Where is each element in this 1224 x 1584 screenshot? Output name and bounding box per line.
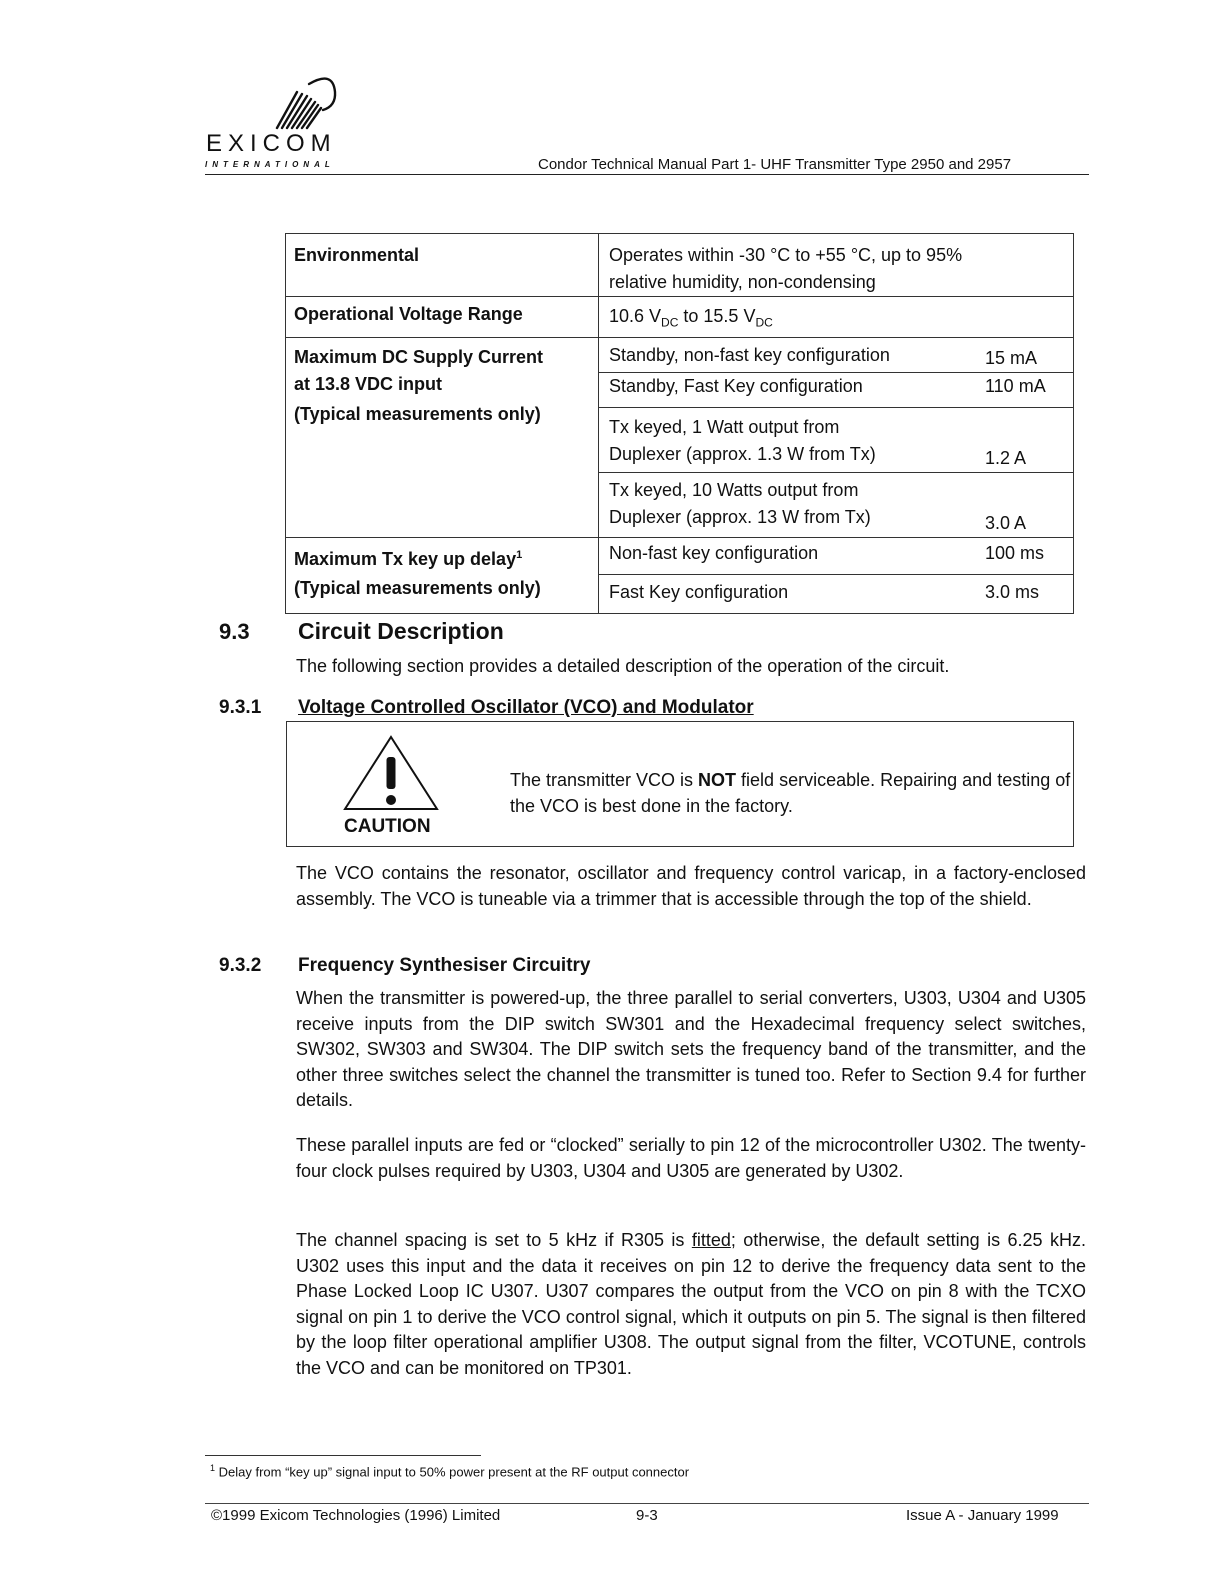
tx-delay-label-line: (Typical measurements only) <box>294 577 541 598</box>
row-description: Non-fast key configuration <box>609 542 819 563</box>
dc-current-label-line: Maximum DC Supply Current <box>294 346 544 367</box>
dc-current-label <box>286 337 599 537</box>
voltage-max: to 15.5 V <box>678 306 756 326</box>
brand-subtitle: INTERNATIONAL <box>205 160 335 169</box>
environmental-value-line: relative humidity, non-condensing <box>609 272 876 292</box>
vco-description: The VCO contains the resonator, oscillator and frequency control varicap, in a factory-enclosed assembly. The VCO is tuneable via a trimmer that is accessible through the top of the shield. <box>296 863 1086 909</box>
header-divider <box>205 174 1089 175</box>
voltage-unit: DC <box>755 315 773 330</box>
row-amount: 3.0 ms <box>985 581 1040 602</box>
specification-table <box>285 233 1074 614</box>
row-amount: 3.0 A <box>985 512 1027 533</box>
paragraph: When the transmitter is powered-up, the three parallel to serial converters, U303, U304 and U305 receive inputs from the DIP switch SW301 and the Hexadecimal frequency select switches, SW302, SW303 and SW304. The DIP switch sets the frequency band of the transmitter, and the other three switches select the channel the transmitter is tuned too. Refer to Section 9.4 for further details. <box>296 988 1086 1110</box>
row-description: Fast Key configuration <box>609 581 789 602</box>
subsection-number: 9.3.1 <box>219 697 262 718</box>
section-title: Circuit Description <box>298 618 504 644</box>
section-intro: The following section provides a detailed description of the operation of the circuit. <box>296 656 950 676</box>
dc-current-label-line: (Typical measurements only) <box>294 403 541 424</box>
footer-issue: Issue A - January 1999 <box>906 1507 1059 1524</box>
subsection-number: 9.3.2 <box>219 955 262 976</box>
document-title: Condor Technical Manual Part 1- UHF Transmitter Type 2950 and 2957 <box>538 156 1012 173</box>
dc-current-values <box>599 337 1074 537</box>
row-description-line: Duplexer (approx. 13 W from Tx) <box>609 506 871 527</box>
list-item <box>599 473 1073 537</box>
tx-delay-label-line: Maximum Tx key up delay$^1$ <box>294 548 523 569</box>
dc-current-label-line: at 13.8 VDC input <box>294 373 443 394</box>
brand-name: EXICOM <box>206 130 337 157</box>
paragraph: These parallel inputs are fed or “clocked” serially to pin 12 of the microcontroller U302. The twenty-four clock pulses required by U303, U304 and U305 are generated by U302. <box>296 1135 1086 1181</box>
voltage-value <box>599 297 1074 338</box>
list-item <box>599 373 1073 408</box>
footnote-ref: 1 <box>516 548 523 561</box>
row-description-line: Tx keyed, 1 Watt output from <box>609 416 840 437</box>
row-description-line: Tx keyed, 10 Watts output from <box>609 479 859 500</box>
row-amount: 1.2 A <box>985 447 1027 468</box>
row-description: Standby, Fast Key configuration <box>609 375 863 396</box>
table-row <box>286 234 1074 297</box>
subsection-title: Voltage Controlled Oscillator (VCO) and Modulator <box>298 697 754 718</box>
row-description: Standby, non-fast key configuration <box>609 344 890 365</box>
row-amount: 110 mA <box>985 375 1046 396</box>
list-item <box>599 408 1073 473</box>
voltage-label: Operational Voltage Range <box>286 297 599 338</box>
subsection-title: Frequency Synthesiser Circuitry <box>298 955 591 976</box>
caution-text: The transmitter VCO is NOT field serviceable. Repairing and testing of the VCO is best done in the factory. <box>510 770 1071 816</box>
warning-triangle-icon <box>343 733 439 813</box>
footer-divider <box>205 1503 1089 1504</box>
environmental-value-line: Operates within -30 °C to +55 °C, up to 95% <box>609 245 963 265</box>
footnote-divider <box>205 1455 481 1456</box>
list-item <box>599 338 1073 373</box>
voltage-unit: DC <box>661 315 679 330</box>
environmental-label: Environmental <box>286 234 599 297</box>
tx-delay-values <box>599 537 1074 613</box>
section-number: 9.3 <box>219 619 250 644</box>
paragraph: The channel spacing is set to 5 kHz if R305 is fitted; otherwise, the default setting is 6.25 kHz. U302 uses this input and the data it receives on pin 12 to derive the frequency data sent to the Phase Locked Loop IC U307. U307 compares the output from the VCO on pin 8 with the TCXO signal on pin 1 to derive the VCO control signal, which it outputs on pin 5. The signal is then filtered by the loop filter operational amplifier U308. The output signal from the filter, VCOTUNE, controls the VCO and can be monitored on TP301. <box>296 1230 1086 1378</box>
footer-copyright: ©1999 Exicom Technologies (1996) Limited <box>211 1507 501 1524</box>
tx-delay-label <box>286 537 599 613</box>
row-amount: 100 ms <box>985 542 1045 563</box>
row-description <box>609 477 871 537</box>
table-row <box>286 537 1074 613</box>
row-description-line: Duplexer (approx. 1.3 W from Tx) <box>609 443 876 464</box>
environmental-value <box>599 234 1074 297</box>
row-description <box>609 414 876 472</box>
row-amount: 15 mA <box>985 347 1038 368</box>
footnote: $^1$ Delay from “key up” signal input to 50% power present at the RF output connector <box>210 1463 690 1480</box>
list-item <box>599 538 1073 575</box>
page-number: 9-3 <box>636 1507 658 1524</box>
caution-label: CAUTION <box>344 816 431 837</box>
table-row <box>286 337 1074 537</box>
table-row <box>286 297 1074 338</box>
underlined-word: fitted <box>691 1230 731 1250</box>
voltage-min: 10.6 V <box>609 306 662 326</box>
list-item <box>599 575 1073 613</box>
